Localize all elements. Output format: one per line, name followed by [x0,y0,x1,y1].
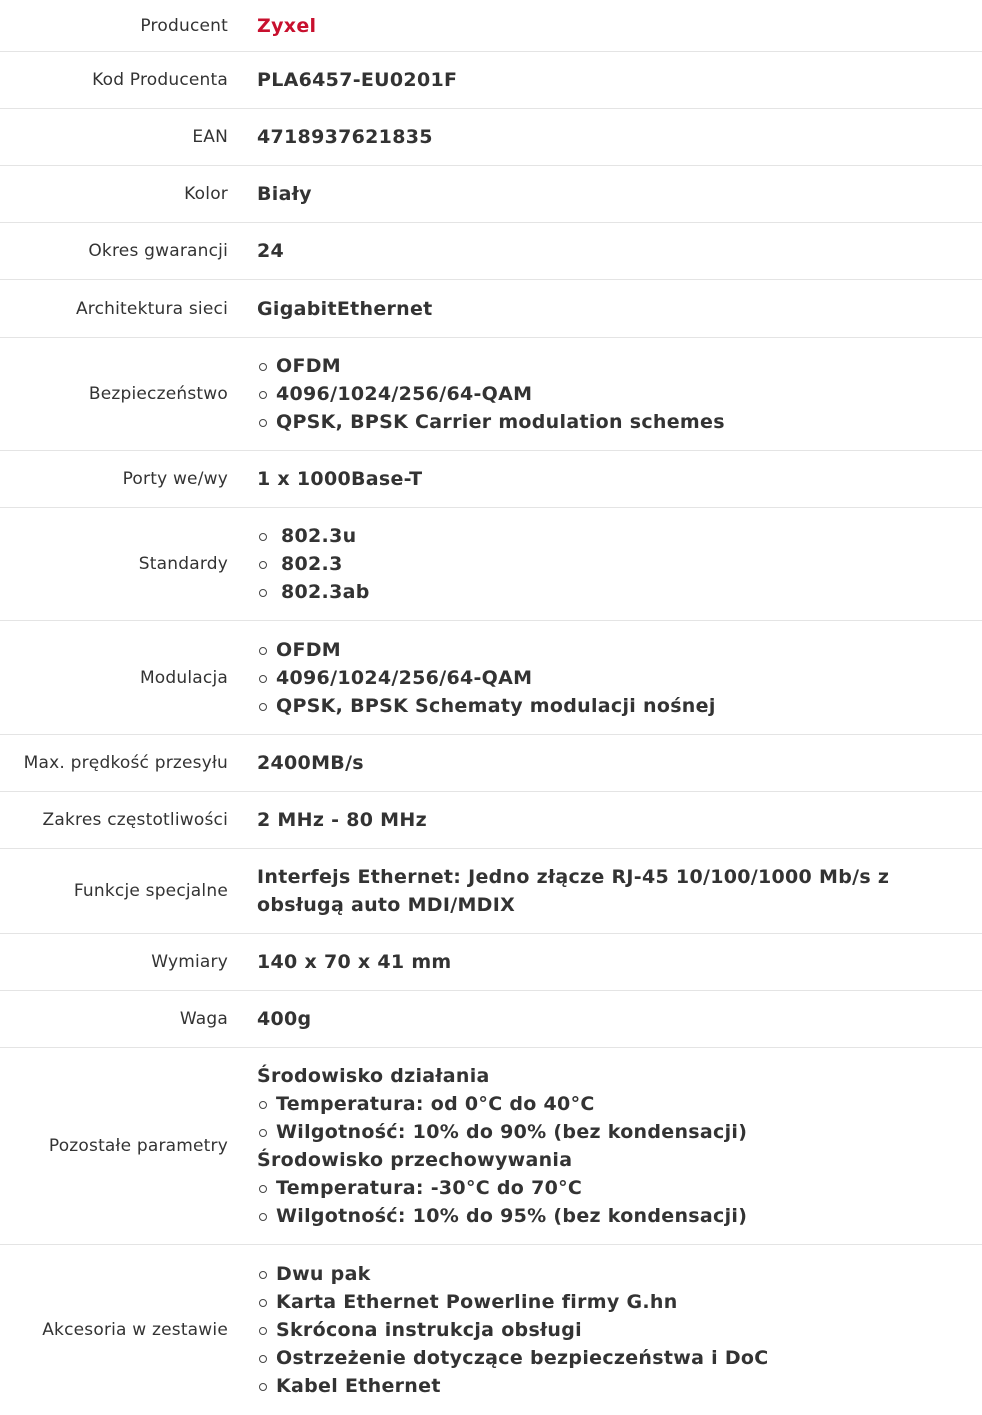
spec-list [257,352,964,436]
spec-value: PLA6457-EU0201F [257,69,458,91]
spec-list [257,522,964,606]
list-item: 802.3u [257,522,964,550]
spec-label: Modulacja [139,667,228,688]
list-item: Wilgotność: 10% do 95% (bez kondensacji) [257,1202,964,1230]
spec-label: Bezpieczeństwo [88,384,228,404]
spec-value [257,352,982,436]
spec-label: Standardy [138,554,228,574]
spec-value: 4718937621835 [257,126,433,148]
spec-row-zakres [0,792,982,849]
spec-label: Pozostałe parametry [48,1136,228,1156]
spec-row-predkosc [0,735,982,792]
list-item: Temperatura: -30°C do 70°C [257,1174,964,1202]
list-item: 4096/1024/256/64-QAM [257,380,964,408]
list-item: 4096/1024/256/64-QAM [257,664,964,692]
spec-list [257,636,964,720]
spec-value [257,1260,982,1400]
spec-row-architektura [0,280,982,338]
list-item: Karta Ethernet Powerline firmy G.hn [257,1288,964,1316]
spec-row-wymiary [0,934,982,991]
spec-label: Kod Producenta [92,70,228,90]
list-item: OFDM [257,352,964,380]
section-heading: Środowisko przechowywania [257,1149,573,1171]
list-item: QPSK, BPSK Schematy modulacji nośnej [257,692,964,720]
list-item: Kabel Ethernet [257,1372,964,1400]
spec-list [257,1260,964,1400]
spec-row-bezpieczenstwo [0,338,982,451]
list-item: OFDM [257,636,964,664]
spec-list [257,1090,964,1146]
spec-row-akcesoria [0,1245,982,1415]
list-item: 802.3ab [257,578,964,606]
spec-value: 24 [257,240,285,262]
list-item: Dwu pak [257,1260,964,1288]
brand-link[interactable]: Zyxel [257,14,317,37]
list-item: QPSK, BPSK Carrier modulation schemes [257,408,964,436]
spec-row-okres-gwarancji [0,223,982,280]
spec-row-kod-producenta [0,52,982,109]
spec-value [257,636,982,720]
spec-label: Funkcje specjalne [73,881,228,901]
spec-value [257,522,982,606]
spec-row-waga [0,991,982,1048]
spec-label: Okres gwarancji [88,241,228,261]
spec-row-standardy [0,508,982,621]
section-heading: Środowisko działania [257,1065,490,1087]
spec-label: Wymiary [151,952,228,972]
list-item: 802.3 [257,550,964,578]
spec-row-modulacja [0,621,982,735]
spec-value: Interfejs Ethernet: Jedno złącze RJ-45 10/100/1000 Mb/s z obsługą auto MDI/MDIX [257,866,890,916]
spec-value: 400g [257,1008,312,1030]
list-item: Temperatura: od 0°C do 40°C [257,1090,964,1118]
spec-row-kolor [0,166,982,223]
spec-label: Max. prędkość przesyłu [23,753,228,773]
spec-list [257,1174,964,1230]
spec-row-pozostale [0,1048,982,1245]
spec-value: 2 MHz - 80 MHz [257,809,427,831]
spec-value: 140 x 70 x 41 mm [257,951,452,973]
spec-value: 2400MB/s [257,752,364,774]
list-item: Wilgotność: 10% do 90% (bez kondensacji) [257,1118,964,1146]
spec-label: Akcesoria w zestawie [42,1320,228,1340]
spec-row-funkcje [0,849,982,934]
spec-label: Porty we/wy [122,469,228,489]
spec-label: Kolor [184,184,228,204]
spec-value: GigabitEthernet [257,297,433,320]
list-item: Skrócona instrukcja obsługi [257,1316,964,1344]
spec-value [257,1062,982,1230]
spec-label: Waga [179,1009,228,1029]
spec-row-ean [0,109,982,166]
spec-label: EAN [192,127,228,147]
list-item: Ostrzeżenie dotyczące bezpieczeństwa i DoC [257,1344,964,1372]
spec-label: Zakres częstotliwości [42,810,228,830]
spec-row-producent [0,0,982,52]
spec-value: Biały [257,183,312,205]
spec-row-porty [0,451,982,508]
spec-value: 1 x 1000Base-T [257,468,423,490]
spec-label: Architektura sieci [75,298,228,319]
spec-label: Producent [140,15,228,36]
